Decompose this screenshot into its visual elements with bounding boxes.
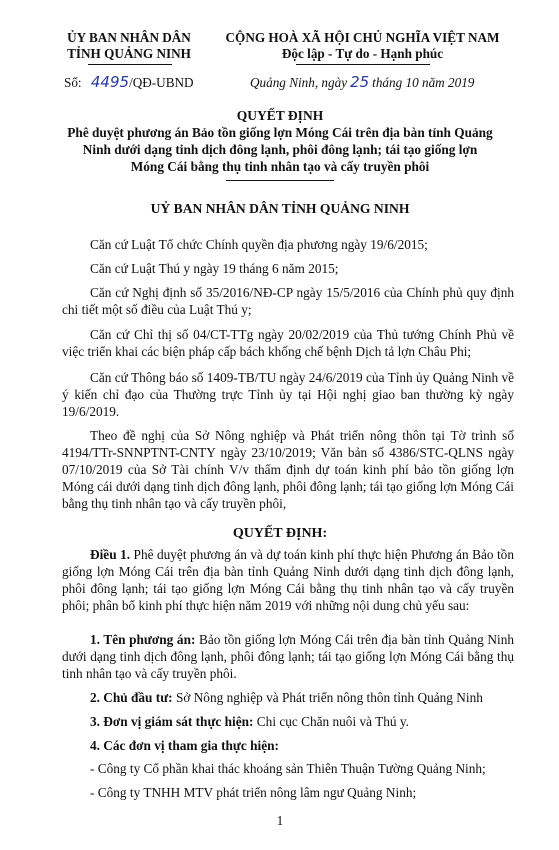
authority-name: UỶ BAN NHÂN DÂN TỈNH QUẢNG NINH — [150, 201, 410, 216]
doc-no-suffix: /QĐ-UBND — [129, 75, 194, 90]
motto-underline — [296, 64, 430, 65]
item-1 — [62, 631, 514, 682]
item-3-text: Chi cục Chăn nuôi và Thú y. — [256, 714, 409, 729]
article-1 — [62, 546, 514, 614]
org-name-line2: TỈNH QUẢNG NINH — [67, 46, 191, 61]
item-4-label: 4. Các đơn vị tham gia thực hiện: — [90, 738, 279, 753]
doc-no-prefix: Số: — [64, 75, 82, 90]
document-number — [64, 74, 194, 91]
org-underline — [88, 64, 172, 65]
preamble-6: Theo đề nghị của Sở Nông nghiệp và Phát triển nông thôn tại Tờ trình số 4194/TTr-SNNPTNT-CNTY ngày 23/10/2019; Văn bản số 4386/STC-QLNS ngày 07/10/2019 của Sở Tài chính V/v thẩm định dự toán kinh phí bảo tồn giống lợn Móng cái dưới dạng tinh dịch đông lạnh, phôi đông lạnh; tái tạo giống lợn Móng Cái bằng thụ tinh nhân tạo và cấy truyền phôi, — [62, 428, 514, 511]
date-prefix: Quảng Ninh, ngày — [250, 75, 348, 90]
item-2-text: Sở Nông nghiệp và Phát triển nông thôn tỉnh Quảng Ninh — [175, 690, 483, 705]
item-2 — [62, 689, 514, 706]
preamble-3: Căn cứ Nghị định số 35/2016/NĐ-CP ngày 15/5/2016 của Chính phủ quy định chi tiết một số điều của Luật Thú y; — [62, 285, 514, 317]
date-suffix: tháng 10 năm 2019 — [372, 75, 475, 90]
nation-line2: Độc lập - Tự do - Hạnh phúc — [281, 46, 444, 61]
preamble-2: Căn cứ Luật Thú y ngày 19 tháng 6 năm 2015; — [90, 261, 339, 276]
date-day-handwritten: 25 — [350, 73, 370, 91]
title-underline — [226, 180, 334, 181]
preamble-4: Căn cứ Chỉ thị số 04/CT-TTg ngày 20/02/2019 của Thủ tướng Chính Phủ về việc triển khai các biện pháp cấp bách khống chế bệnh Dịch tả lợn Châu Phi; — [62, 327, 514, 359]
item-1-text: Bảo tồn giống lợn Móng Cái trên địa bàn tỉnh Quảng Ninh dưới dạng tinh dịch đông lạnh, phôi đông lạnh; tái tạo giống lợn Móng Cái bằng thụ tinh nhân tạo và cấy truyền phôi. — [62, 632, 514, 681]
item-3 — [62, 713, 514, 730]
unit-2: - Công ty TNHH MTV phát triển nông lâm ngư Quảng Ninh; — [90, 785, 417, 800]
item-4 — [62, 737, 514, 754]
item-1-label: 1. Tên phương án: — [90, 632, 196, 647]
page-number: 1 — [276, 813, 284, 828]
unit-1: - Công ty Cổ phần khai thác khoáng sản Thiên Thuận Tường Quảng Ninh; — [90, 761, 486, 776]
issue-date — [250, 74, 474, 91]
doc-no-handwritten: 4495 — [90, 73, 130, 91]
subject-line2: Ninh dưới dạng tinh dịch đông lạnh, phôi đông lạnh; tái tạo giống lợn — [82, 142, 478, 157]
nation-line1: CỘNG HOÀ XÃ HỘI CHỦ NGHĨA VIỆT NAM — [225, 30, 500, 45]
preamble-1: Căn cứ Luật Tổ chức Chính quyền địa phương ngày 19/6/2015; — [90, 237, 428, 252]
decision-heading: QUYẾT ĐỊNH: — [232, 526, 328, 541]
article-1-text: Phê duyệt phương án và dự toán kinh phí thực hiện Phương án Bảo tồn giống lợn Móng Cái trên địa bàn tỉnh Quảng Ninh dưới dạng tinh dịch đông lạnh, phôi đông lạnh; tái tạo giống lợn Móng Cái bằng thụ tinh nhân tạo và cấy truyền phôi; phân bổ kinh phí thực hiện năm 2019 với những nội dung chủ yếu sau: — [62, 547, 514, 613]
item-2-label: 2. Chủ đầu tư: — [90, 690, 173, 705]
item-3-label: 3. Đơn vị giám sát thực hiện: — [90, 714, 254, 729]
article-1-label: Điều 1. — [90, 547, 131, 562]
org-name-line1: ỦY BAN NHÂN DÂN — [67, 30, 191, 45]
subject-line3: Móng Cái bằng thụ tinh nhân tạo và cấy truyền phôi — [130, 159, 430, 174]
preamble-5: Căn cứ Thông báo số 1409-TB/TU ngày 24/6/2019 của Tỉnh ủy Quảng Ninh về ý kiến chỉ đạo của Thường trực Tỉnh ủy tại Hội nghị giao ban thường kỳ ngày 19/6/2019. — [62, 370, 514, 419]
subject-line1: Phê duyệt phương án Bảo tồn giống lợn Móng Cái trên địa bàn tỉnh Quảng — [67, 125, 493, 140]
decision-title: QUYẾT ĐỊNH — [236, 108, 324, 123]
